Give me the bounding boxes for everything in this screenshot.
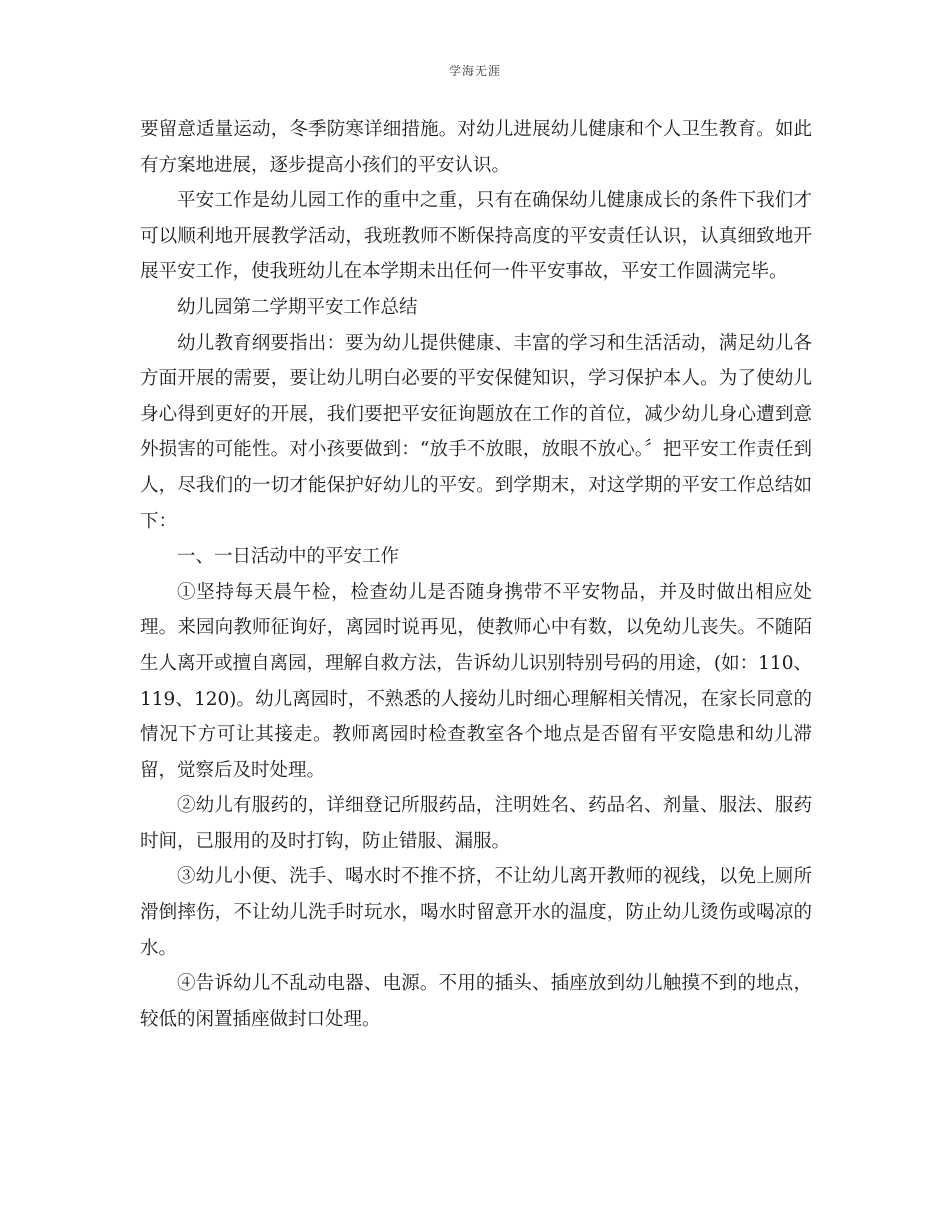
section-title: 幼儿园第二学期平安工作总结 (177, 296, 418, 318)
list-item-3: ③幼儿小便、洗手、喝水时不推不挤，不让幼儿离开教师的视线，以免上厕所滑倒摔伤，不让幼儿洗手时玩水，喝水时留意开水的温度，防止幼儿烫伤或喝凉的水。 (140, 866, 812, 959)
paragraph-3: 幼儿教育纲要指出：要为幼儿提供健康、丰富的学习和生活活动，满足幼儿各方面开展的需要，要让幼儿明白必要的平安保健知识，学习保护本人。为了使幼儿身心得到更好的开展，我们要把平安征询题放在工作的首位，减少幼儿身心遭到意外损害的可能性。对小孩要做到：“放手不放眼，放眼不放心。〞把平安工作责任到人，尽我们的一切才能保护好幼儿的平安。到学期末，对这学期的平安工作总结如下： (140, 332, 812, 532)
list-item-1: ①坚持每天晨午检，检查幼儿是否随身携带不平安物品，并及时做出相应处理。来园向教师征询好，离园时说再见，使教师心中有数，以免幼儿丧失。不随陌生人离开或擅自离园，理解自救方法，告诉幼儿识别特别号码的用途，(如：110、119、120)。幼儿离园时，不熟悉的人接幼儿时细心理解相关情况，在家长同意的情况下方可让其接走。教师离园时检查教室各个地点是否留有平安隐患和幼儿滞留，觉察后及时处理。 (140, 581, 812, 781)
paragraph-1: 要留意适量运动，冬季防寒详细措施。对幼儿进展幼儿健康和个人卫生教育。如此有方案地进展，逐步提高小孩们的平安认识。 (140, 119, 812, 176)
list-item-4: ④告诉幼儿不乱动电器、电源。不用的插头、插座放到幼儿触摸不到的地点，较低的闲置插座做封口处理。 (140, 973, 812, 1030)
paragraph-2: 平安工作是幼儿园工作的重中之重，只有在确保幼儿健康成长的条件下我们才可以顺利地开展教学活动，我班教师不断保持高度的平安责任认识，认真细致地开展平安工作，使我班幼儿在本学期未出任何一件平安事故，平安工作圆满完毕。 (140, 190, 812, 283)
document-body (140, 112, 812, 1037)
subsection-title: 一、一日活动中的平安工作 (177, 546, 400, 568)
page-header: 学海无涯 (448, 64, 501, 78)
list-item-2: ②幼儿有服药的，详细登记所服药品，注明姓名、药品名、剂量、服法、服药时间，已服用的及时打钩，防止错服、漏服。 (140, 795, 812, 852)
